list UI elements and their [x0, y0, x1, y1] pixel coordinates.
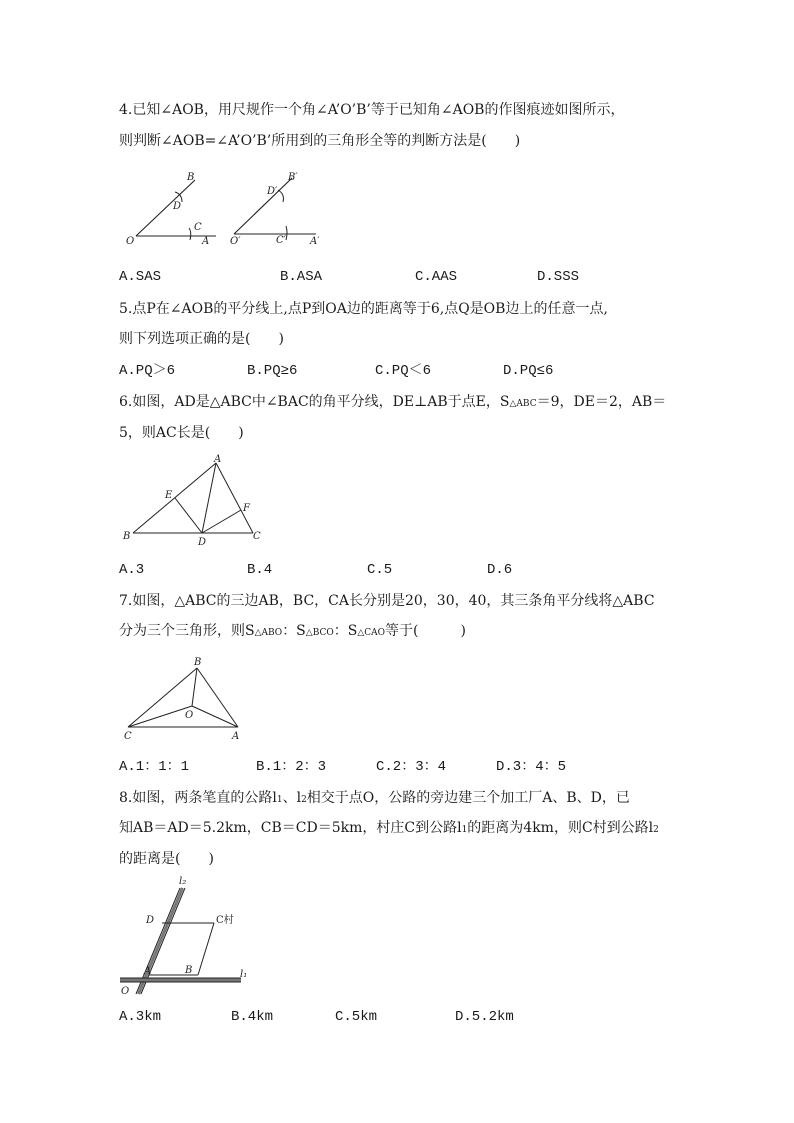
q6-option-a[interactable]: A.3	[119, 562, 145, 578]
q4-option-c[interactable]: C.AAS	[415, 269, 458, 285]
q5-option-a[interactable]: A.PQ＞6	[119, 363, 176, 379]
q6-line-1-subscript: △ABC	[509, 399, 537, 409]
q7-subscript-abo: △ABO	[254, 628, 283, 638]
q4-label-A-prime: A′	[310, 236, 320, 247]
q8-line-3: 的距离是( )	[119, 851, 214, 867]
q7-label-C: C	[124, 731, 132, 742]
q4-label-B: B	[187, 172, 195, 183]
q8-label-O: O	[121, 986, 130, 997]
q8-line-2-text-b: 的距离为4km，则C村到公路l	[467, 820, 654, 836]
q4-label-O: O	[126, 236, 135, 247]
q8-line-1-text-c: 相交于点O，公路的旁边建三个加工厂A、B、D，已	[306, 790, 630, 806]
q8-line-1-text-a: 8.如图，两条笔直的公路l	[119, 790, 277, 806]
q6-line-1-text-b: ＝9，DE＝2，AB＝	[536, 394, 667, 410]
q8-line-2-sub-2: 2	[653, 825, 659, 835]
q6-label-F: F	[243, 503, 250, 514]
q8-label-l2: l₂	[179, 876, 187, 887]
q4-figure	[120, 166, 330, 251]
q7-figure	[120, 654, 250, 744]
q5-line-2: 则下列选项正确的是( )	[119, 331, 284, 347]
q4-label-B-prime: B′	[288, 172, 298, 183]
q4-label-D: D	[173, 201, 182, 212]
q6-label-E: E	[165, 490, 173, 501]
q7-option-c[interactable]: C.2：3：4	[376, 759, 447, 775]
q6-option-b[interactable]: B.4	[247, 562, 273, 578]
q4-option-b[interactable]: B.ASA	[280, 269, 323, 285]
q6-label-B: B	[123, 531, 131, 542]
q6-figure	[120, 453, 270, 548]
q7-line-2-text-b: ：S	[282, 623, 306, 639]
q4-label-O-prime: O′	[230, 236, 241, 247]
q5-option-c[interactable]: C.PQ＜6	[375, 363, 432, 379]
q8-line-2	[119, 819, 659, 839]
q6-line-1-text-a: 6.如图，AD是△ABC中∠BAC的角平分线，DE⊥AB于点E，S	[119, 394, 510, 410]
q8-line-1-sub-1: 1	[276, 795, 283, 805]
q7-line-2-text-a: 分为三个三角形，则S	[119, 623, 255, 639]
q7-option-d[interactable]: D.3：4：5	[496, 759, 567, 775]
q8-line-2-sub-1: 1	[461, 825, 468, 835]
q4-label-A: A	[202, 236, 210, 247]
q7-label-A: A	[232, 731, 240, 742]
q8-figure	[116, 874, 266, 999]
q8-option-b[interactable]: B.4km	[231, 1009, 274, 1025]
q8-line-1-sub-2: 2	[301, 795, 307, 805]
q8-option-d[interactable]: D.5.2km	[455, 1009, 514, 1025]
q4-label-D-prime: D′	[267, 186, 278, 197]
q5-option-b[interactable]: B.PQ≥6	[247, 363, 298, 379]
q8-line-1	[119, 789, 630, 809]
q8-option-a[interactable]: A.3km	[119, 1009, 162, 1025]
q7-line-2	[119, 622, 466, 642]
q8-label-D: D	[146, 915, 155, 926]
q6-line-1	[119, 393, 666, 413]
q8-label-A: A	[144, 966, 152, 977]
q7-line-2-text-c: ：S	[333, 623, 358, 639]
q8-option-c[interactable]: C.5km	[335, 1009, 378, 1025]
q8-label-B: B	[185, 965, 193, 976]
q8-label-l1: l₁	[240, 969, 248, 980]
q4-option-a[interactable]: A.SAS	[119, 269, 162, 285]
q8-line-1-text-b: 、l	[282, 790, 302, 806]
q7-label-O: O	[185, 710, 194, 721]
q4-line-1: 4.已知∠AOB，用尺规作一个角∠A’O’B’等于已知角∠AOB的作图痕迹如图所示，	[119, 102, 625, 118]
q4-label-C-prime: C′	[276, 235, 286, 246]
q7-label-B: B	[194, 657, 202, 668]
q6-option-c[interactable]: C.5	[367, 562, 393, 578]
q8-line-2-text-a: 知AB＝AD＝5.2km，CB＝CD＝5km，村庄C到公路l	[119, 820, 462, 836]
q7-option-b[interactable]: B.1：2：3	[256, 759, 327, 775]
q7-line-1: 7.如图，△ABC的三边AB，BC，CA长分别是20，30，40，其三条角平分线将△ABC	[119, 593, 655, 609]
q7-line-2-text-d: 等于( )	[385, 623, 466, 639]
q5-option-d[interactable]: D.PQ≤6	[503, 363, 554, 379]
q6-label-A: A	[214, 454, 222, 465]
q7-subscript-bco: △BCO	[305, 628, 334, 638]
q7-option-a[interactable]: A.1：1：1	[119, 759, 190, 775]
q8-label-C: C村	[216, 915, 234, 926]
q6-label-D: D	[198, 537, 207, 548]
q6-option-d[interactable]: D.6	[487, 562, 513, 578]
q6-label-C: C	[253, 531, 261, 542]
q4-label-C: C	[194, 222, 202, 233]
q5-line-1: 5.点P在∠AOB的平分线上,点P到OA边的距离等于6,点Q是OB边上的任意一点,	[119, 301, 608, 317]
q7-subscript-cao: △CAO	[357, 628, 386, 638]
q6-line-2: 5，则AC长是( )	[119, 425, 244, 441]
q4-line-2: 则判断∠AOB=∠A’O’B’所用到的三角形全等的判断方法是( )	[119, 133, 521, 149]
q4-option-d[interactable]: D.SSS	[537, 269, 580, 285]
